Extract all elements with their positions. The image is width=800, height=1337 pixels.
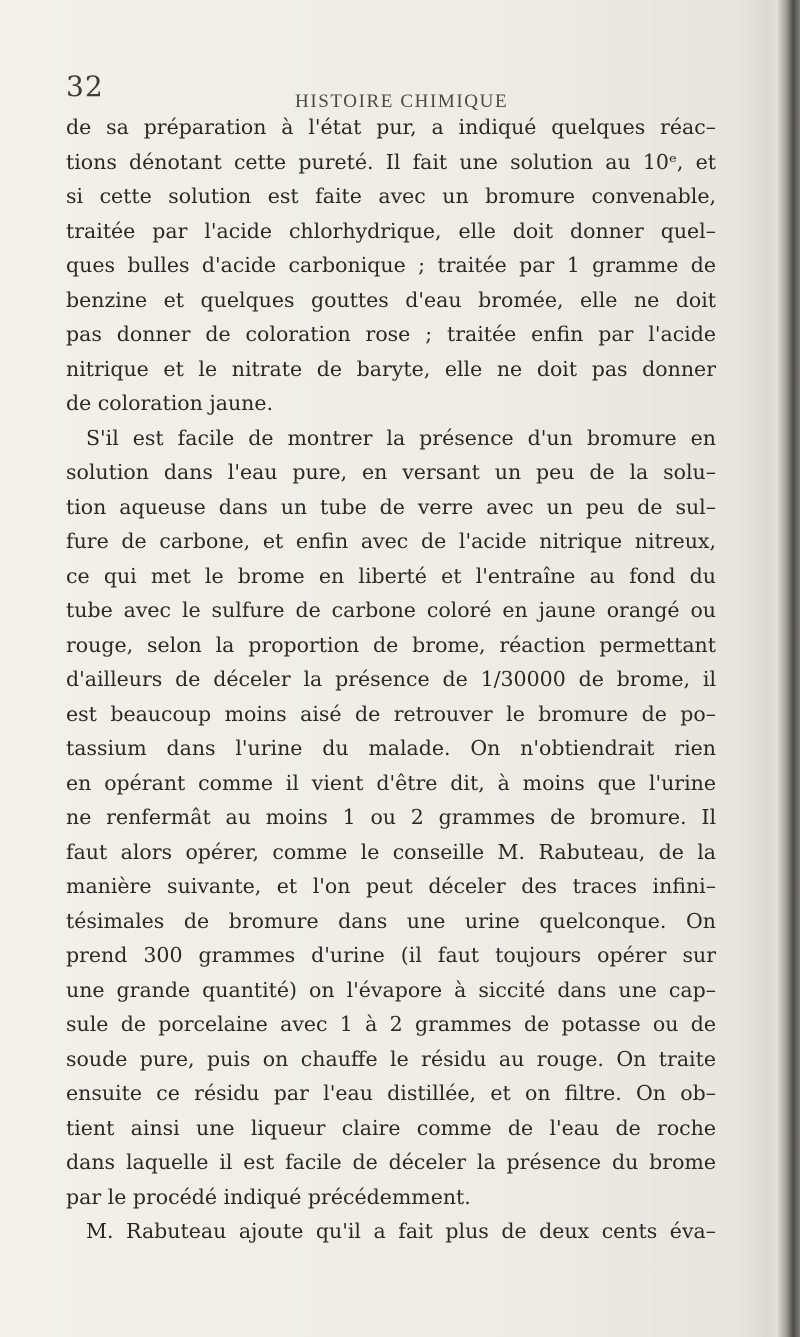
text-line: fure de carbone, et enfin avec de l'acide nitrique nitreux,: [66, 529, 716, 553]
body-text: [66, 110, 716, 1249]
text-line: ques bulles d'acide carbonique ; traitée par 1 gramme de: [66, 253, 716, 277]
text-line: une grande quantité) on l'évapore à siccité dans une cap–: [66, 977, 716, 1002]
text-line: manière suivante, et l'on peut déceler des traces infini–: [66, 874, 716, 898]
text-line: tient ainsi une liqueur claire comme de l'eau de roche: [66, 1115, 716, 1140]
text-line: tions dénotant cette pureté. Il fait une solution au 10ᵉ, et: [66, 149, 716, 174]
text-line: faut alors opérer, comme le conseille M. Rabuteau, de la: [66, 839, 716, 864]
text-line: en opérant comme il vient d'être dit, à moins que l'urine: [66, 770, 716, 795]
text-line: tube avec le sulfure de carbone coloré en jaune orangé ou: [66, 598, 716, 622]
text-line: rouge, selon la proportion de brome, réaction permettant: [66, 632, 716, 657]
text-line: soude pure, puis on chauffe le résidu au rouge. On traite: [66, 1046, 716, 1071]
page-binding-shadow: [778, 0, 800, 1337]
text-line: sule de porcelaine avec 1 à 2 grammes de potasse ou de: [66, 1012, 716, 1036]
paragraph-end-line: de coloration jaune.: [66, 391, 274, 415]
text-line: est beaucoup moins aisé de retrouver le bromure de po–: [66, 701, 716, 726]
text-line: dans laquelle il est facile de déceler la présence du brome: [66, 1150, 716, 1174]
paragraph-end-line: par le procédé indiqué précédemment.: [66, 1184, 471, 1209]
text-line: benzine et quelques gouttes d'eau bromée, elle ne doit: [66, 287, 716, 312]
text-line: prend 300 grammes d'urine (il faut toujours opérer sur: [66, 943, 716, 967]
text-line: tésimales de bromure dans une urine quelconque. On: [66, 908, 716, 933]
text-line: tion aqueuse dans un tube de verre avec un peu de sul–: [66, 494, 716, 519]
text-line: nitrique et le nitrate de baryte, elle ne doit pas donner: [66, 356, 716, 381]
page-number: 32: [66, 70, 104, 103]
text-line: pas donner de coloration rose ; traitée enfin par l'acide: [66, 322, 716, 346]
running-head: HISTOIRE CHIMIQUE: [295, 91, 509, 112]
paragraph-start-line: M. Rabuteau ajoute qu'il a fait plus de deux cents éva–: [86, 1219, 716, 1243]
text-line: ce qui met le brome en liberté et l'entraîne au fond du: [66, 563, 716, 588]
text-line: ensuite ce résidu par l'eau distillée, et on filtre. On ob–: [66, 1081, 716, 1105]
text-line: traitée par l'acide chlorhydrique, elle doit donner quel–: [66, 218, 716, 243]
text-line: de sa préparation à l'état pur, a indiqué quelques réac–: [66, 115, 716, 139]
text-line: si cette solution est faite avec un bromure convenable,: [66, 184, 716, 208]
text-line: ne renfermât au moins 1 ou 2 grammes de bromure. Il: [66, 805, 716, 829]
text-line: d'ailleurs de déceler la présence de 1/30000 de brome, il: [66, 667, 716, 691]
text-line: tassium dans l'urine du malade. On n'obtiendrait rien: [66, 736, 716, 760]
text-line: solution dans l'eau pure, en versant un peu de la solu–: [66, 460, 716, 484]
paragraph-start-line: S'il est facile de montrer la présence d'un bromure en: [86, 425, 716, 450]
